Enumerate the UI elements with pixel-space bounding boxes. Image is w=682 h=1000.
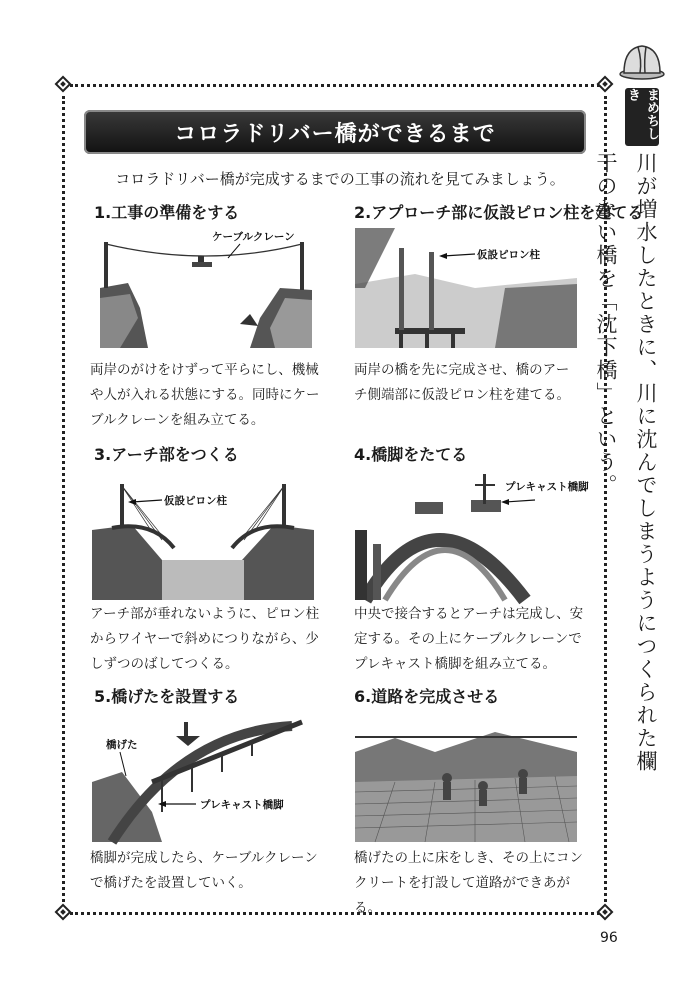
step-3-caption: アーチ部が垂れないように、ピロン柱からワイヤーで斜めにつりながら、少しずつのばしてつくる。 (90, 606, 320, 672)
step-6-heading: 6.道路を完成させる (354, 687, 500, 706)
step-2-label: 仮設ピロン柱 (477, 249, 540, 261)
step-4-illustration (355, 470, 589, 600)
step-1-caption: 両岸のがけをけずって平らにし、機械や人が入れる状態にする。同時にケーブルクレーンを組み立てる。 (90, 362, 320, 428)
step-5-illustration (92, 712, 314, 842)
step-1-heading: 1.工事の準備をする (94, 203, 240, 222)
step-4-heading: 4.橋脚をたてる (354, 445, 468, 464)
step-4-label: プレキャスト橋脚 (505, 481, 589, 493)
step-2-caption: 両岸の橋を先に完成させ、橋のアーチ側端部に仮設ピロン柱を建てる。 (354, 362, 570, 403)
step-5-heading: 5.橋げたを設置する (94, 687, 240, 706)
helmet-icon (618, 40, 666, 80)
step-4-caption: 中央で接合するとアーチは完成し、安定する。その上にケーブルクレーンでプレキャスト橋脚を組み立てる。 (354, 606, 584, 672)
diamond-corner-icon (55, 904, 71, 920)
frame-left-border (62, 96, 65, 902)
step-1-illustration (100, 228, 312, 348)
intro-text: コロラドリバー橋が完成するまでの工事の流れを見てみましょう。 (115, 170, 565, 188)
diamond-corner-icon (597, 76, 613, 92)
step-5-label-girder: 橋げた (106, 739, 138, 751)
step-5-label-pier: プレキャスト橋脚 (200, 799, 284, 811)
step-1-label: ケーブルクレーン (212, 231, 295, 243)
frame-top-border (70, 84, 600, 87)
diamond-corner-icon (597, 904, 613, 920)
step-6-illustration (355, 712, 577, 842)
step-6-caption: 橋げたの上に床をしき、その上にコンクリートを打設して道路ができあがる。 (354, 850, 583, 916)
step-2-illustration (355, 228, 577, 348)
diamond-corner-icon (55, 76, 71, 92)
page-title: コロラドリバー橋ができるまで (84, 110, 586, 154)
step-3-label: 仮設ピロン柱 (164, 495, 227, 507)
page-number: 96 (600, 930, 618, 946)
step-5-caption: 橋脚が完成したら、ケーブルクレーンで橋げたを設置していく。 (90, 850, 318, 891)
step-3-heading: 3.アーチ部をつくる (94, 445, 239, 464)
step-3-illustration (92, 470, 314, 600)
step-2-heading: 2.アプローチ部に仮設ピロン柱を建てる (354, 203, 644, 222)
side-tab-label: まめちしき (625, 88, 659, 146)
side-note-text: 川が増水したときに、川に沈んでしまうようにつくられた欄干のない橋を「沈下橋」という。 (594, 152, 658, 773)
